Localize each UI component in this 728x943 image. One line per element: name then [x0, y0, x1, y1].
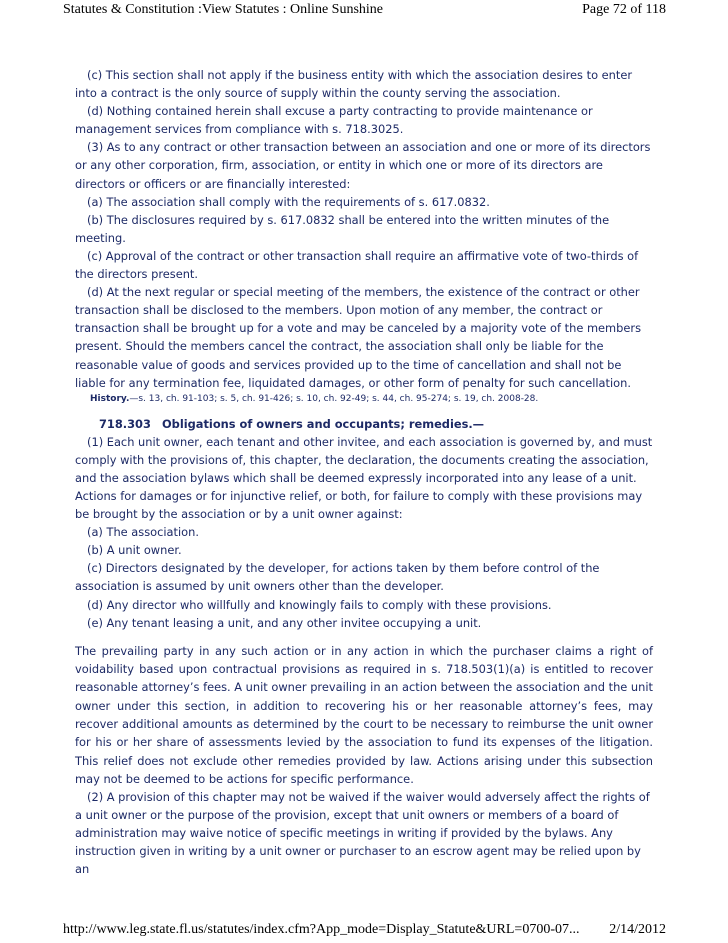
section-number: 718.303 [99, 416, 151, 431]
print-header [63, 2, 666, 18]
print-footer [63, 922, 666, 938]
prevailing-party-paragraph: The prevailing party in any such action or in any action in which the purchaser claims a right of voidability based upon contractual provisions as required in s. 718.503(1)(a) is entitled to recover reasonable attorney’s fees. A unit owner prevailing in an action between the association and the unit owner under this section, in addition to recovering his or her reasonable attorney’s fees, may recover additional amounts as determined by the court to be necessary to reimburse the unit owner for his or her share of assessments levied by the association to fund its expenses of the litigation. This relief does not exclude other remedies provided by law. Actions arising under this subsection may not be deemed to be actions for specific performance. [75, 643, 653, 786]
paragraph-1d: (d) Any director who willfully and knowingly fails to comply with these provisions. [87, 597, 552, 612]
paragraph-1: (1) Each unit owner, each tenant and other invitee, and each association is governed by, and must comply with the provisions of, this chapter, the declaration, the documents creating the association, and the association bylaws which shall be deemed expressly incorporated into any lease of a unit. Actions for damages or for injunctive relief, or both, for failure to comply with these provisions may be brought by the association or by a unit owner against: [75, 434, 653, 522]
source-url: http://www.leg.state.fl.us/statutes/index.cfm?App_mode=Display_Statute&URL=0700-07... [63, 922, 580, 937]
paragraph-2d: (d) Nothing contained herein shall excuse a party contracting to provide maintenance or management services from compliance with s. 718.3025. [75, 104, 593, 137]
document-title: Statutes & Constitution :View Statutes : Online Sunshine [63, 2, 383, 17]
paragraph-1a: (a) The association. [87, 525, 199, 540]
section-title: Obligations of owners and occupants; remedies.— [162, 416, 485, 431]
section-heading [75, 415, 653, 433]
statute-content [75, 66, 653, 879]
paragraph-2: (2) A provision of this chapter may not be waived if the waiver would adversely affect the rights of a unit owner or the purpose of the provision, except that unit owners or members of a board of administration may waive notice of specific meetings in writing if provided by the bylaws. Any instruction given in writing by a unit owner or purchaser to an escrow agent may be relied upon by an [75, 790, 650, 877]
paragraph-3b: (b) The disclosures required by s. 617.0832 shall be entered into the written minutes of the meeting. [75, 212, 610, 245]
history-text: —s. 13, ch. 91-103; s. 5, ch. 91-426; s. 10, ch. 92-49; s. 44, ch. 95-274; s. 19, ch. 2008-28. [129, 393, 539, 404]
paragraph-1b: (b) A unit owner. [87, 543, 182, 558]
paragraph-1c: (c) Directors designated by the developer, for actions taken by them before control of the association is assumed by unit owners other than the developer. [75, 561, 600, 594]
paragraph-2c: (c) This section shall not apply if the business entity with which the association desires to enter into a contract is the only source of supply within the county serving the association. [75, 68, 633, 101]
page-indicator: Page 72 of 118 [582, 2, 666, 17]
paragraph-3: (3) As to any contract or other transaction between an association and one or more of its directors or any other corporation, firm, association, or entity in which one or more of its directors are directors or officers or are financially interested: [75, 140, 651, 191]
history-label: History. [90, 393, 130, 404]
paragraph-1e: (e) Any tenant leasing a unit, and any other invitee occupying a unit. [87, 615, 482, 630]
print-date: 2/14/2012 [609, 922, 666, 937]
paragraph-3a: (a) The association shall comply with the requirements of s. 617.0832. [87, 194, 490, 209]
history-note [75, 393, 653, 406]
paragraph-3c: (c) Approval of the contract or other transaction shall require an affirmative vote of two-thirds of the directors present. [75, 248, 639, 282]
paragraph-3d: (d) At the next regular or special meeting of the members, the existence of the contract or other transaction shall be disclosed to the members. Upon motion of any member, the contract or transaction shall be brought up for a vote and may be canceled by a majority vote of the members present. Should the members cancel the contract, the association shall only be liable for the reasonable value of goods and services provided up to the time of cancellation and shall not be liable for any termination fee, liquidated damages, or other form of penalty for such cancellation. [75, 285, 642, 390]
